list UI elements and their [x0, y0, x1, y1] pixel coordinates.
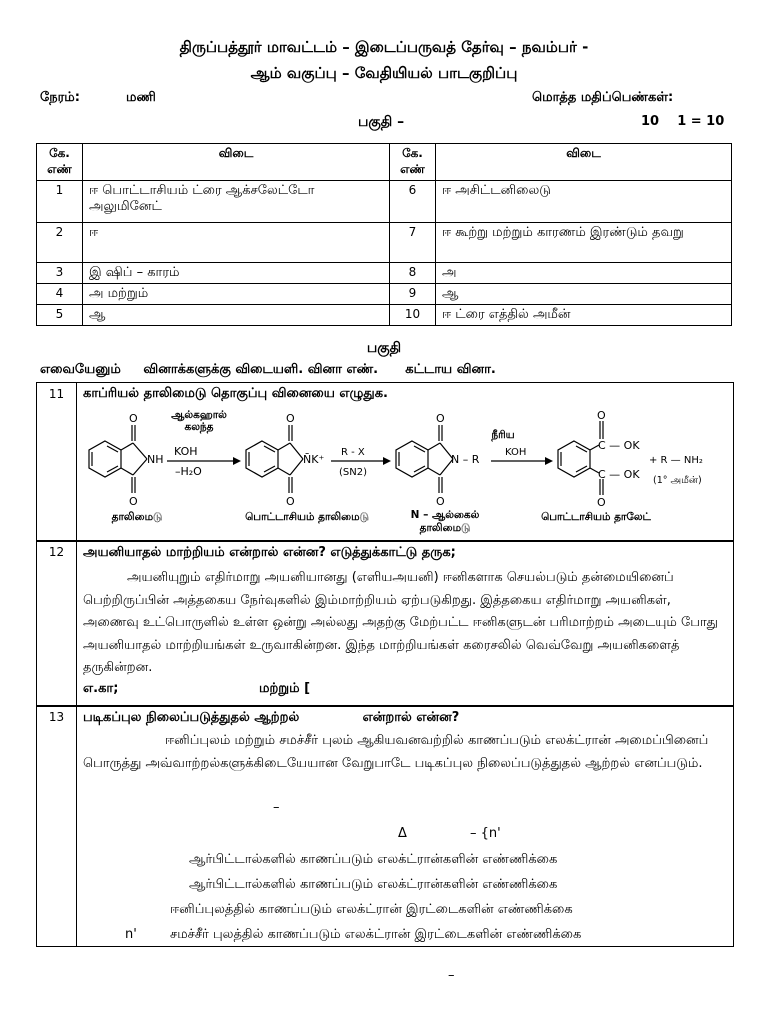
example-and: மற்றும் [: [259, 681, 311, 696]
nk-label: N̄K⁺: [303, 453, 325, 466]
definition-line-2: ஆர்பிட்டால்களில் காணப்படும் எலக்ட்ரான்களின் எண்ணிக்கை: [189, 877, 558, 892]
col-header-qno-2: கே. எண்: [390, 144, 436, 181]
part2-instruction: எவையேனும் வினாக்களுக்கு விடையளி. வினா எண். கட்டாய வினா.: [40, 362, 496, 377]
water-label: –H₂O: [175, 465, 202, 478]
exam-title: திருப்பத்தூர் மாவட்டம் – இடைப்பருவத் தேர்வு – நவம்பர் -: [179, 38, 589, 56]
answer-cell: ஈ பொட்டாசியம் ட்ரை ஆக்சலேட்டோ அலுமினேட்: [83, 181, 390, 223]
question-13-answer: ஈனிப்புலம் மற்றும் சமச்சீர் புலம் ஆகியவனவற்றில் காணப்படும் எலக்ட்ரான் அமைப்பினைப் பொருத்து அவ்வாற்றல்களுக்கிடையேயான வேறுபாடே படிகப்புல நிலைப்படுத்துதல் ஆற்றல் எனப்படும்.: [83, 733, 709, 771]
question-number: 12: [37, 541, 77, 706]
answer-cell: ஈ ட்ரை எத்தில் அமீன்: [436, 305, 732, 326]
oxygen-label: O: [286, 495, 295, 508]
nr-label: N – R: [451, 453, 480, 466]
question-number: 11: [37, 383, 77, 541]
oxygen-label: O: [436, 412, 445, 425]
phthalimide-label: தாலிமைடு: [111, 511, 163, 523]
answer-cell: ஈ கூற்று மற்றும் காரணம் இரண்டும் தவறு: [436, 223, 732, 263]
answer-table: [36, 143, 732, 326]
oxygen-label: O: [286, 412, 295, 425]
col-header-qno: கே. எண்: [37, 144, 83, 181]
exam-subtitle: ஆம் வகுப்பு – வேதியியல் பாடகுறிப்பு: [250, 64, 518, 82]
sn2-label: (SN2): [339, 467, 367, 478]
reagent-alcoholic: ஆல்கஹால் கலந்த: [171, 409, 227, 433]
answer-cell: ஆ: [436, 284, 732, 305]
n-alkyl-phthalimide-structure: [396, 425, 453, 493]
qno-cell: 9: [390, 284, 436, 305]
n-prime-symbol: n': [125, 927, 137, 942]
table-row: [37, 181, 732, 223]
question-11-box: [36, 382, 734, 542]
oxygen-label: O: [129, 495, 138, 508]
phthalimide-structure: [89, 425, 147, 493]
rx-label: R - X: [341, 447, 365, 458]
oxygen-label: O: [597, 409, 606, 422]
qno-cell: 1: [37, 181, 83, 223]
page-footer-dash: –: [448, 968, 455, 983]
reagent-aqueous: நீரிய: [491, 429, 515, 441]
potassium-phthalate-structure: [558, 421, 603, 495]
question-12-text: அயனியாதல் மாற்றியம் என்றால் என்ன? எடுத்துக்காட்டு தருக;: [83, 545, 456, 560]
answer-cell: ஈ: [83, 223, 390, 263]
definition-line-4: சமச்சீர் புலத்தில் காணப்படும் எலக்ட்ரான் இரட்டைகளின் எண்ணிக்கை: [170, 927, 582, 942]
col-header-answer-2: விடை: [436, 144, 732, 181]
table-row: [37, 284, 732, 305]
oxygen-label: O: [129, 412, 138, 425]
answer-cell: இ ஷிப் – காரம்: [83, 263, 390, 284]
question-13-box: [36, 705, 734, 947]
answer-cell: ஈ அசிட்டனிலைடு: [436, 181, 732, 223]
n-alkyl-phthalimide-label: N – ஆல்கைல் தாலிமைடு: [410, 509, 480, 534]
koh-label: KOH: [174, 445, 198, 458]
definition-line-1: ஆர்பிட்டால்களில் காணப்படும் எலக்ட்ரான்களின் எண்ணிக்கை: [189, 852, 558, 867]
qno-cell: 6: [390, 181, 436, 223]
part1-title: பகுதி –: [358, 114, 405, 130]
amine-label: + R — NH₂: [649, 455, 703, 466]
cfse-formula: – {n': [470, 826, 501, 841]
time-label: நேரம்:: [40, 90, 80, 105]
delta-symbol: Δ: [398, 826, 407, 841]
question-11-text: காப்ரியல் தாலிமைடு தொகுப்பு வினையை எழுதுக.: [83, 386, 388, 401]
nh-label: NH: [147, 453, 164, 466]
amine-note: (1° அமீன்): [653, 475, 702, 486]
question-12-box: [36, 540, 734, 707]
qno-cell: 3: [37, 263, 83, 284]
table-row: [37, 305, 732, 326]
qno-cell: 7: [390, 223, 436, 263]
oxygen-label: O: [436, 495, 445, 508]
question-number: 13: [37, 706, 77, 946]
koh2-label: KOH: [505, 447, 527, 458]
example-label: எ.கா;: [83, 681, 119, 696]
col-header-answer: விடை: [83, 144, 390, 181]
potassium-phthalate-label: பொட்டாசியம் தாலேட்: [541, 511, 651, 523]
question-12-answer: அயனியுறும் எதிர்மாறு அயனியானது (எளியஅயனி) ஈனிகளாக செயல்படும் தன்மையினைப் பெற்றிருப்பின் அத்தகைய நேர்வுகளில் இம்மாற்றியம் ஏற்படுகிறது. இத்தகைய எதிர்மாறு அயனிகள், அணைவு உட்பொருளில் உள்ள ஒன்று அல்லது அதற்கு மேற்பட்ட ஈனிகளுடன் பரிமாற்றம் அடையும் போது அயனியாதல் மாற்றியங்கள் உருவாகின்றன. இந்த மாற்றியங்கள் கரைசலில் வெவ்வேறு அயனிகளைத் தருகின்றன.: [83, 570, 718, 675]
time-unit: மணி: [126, 90, 156, 105]
question-13-text: படிகப்புல நிலைப்படுத்துதல் ஆற்றல் என்றால் என்ன?: [83, 710, 460, 725]
table-row: [37, 263, 732, 284]
answer-cell: அ: [436, 263, 732, 284]
part1-marks: 10 1 = 10: [641, 114, 725, 129]
ok-label: C — OK: [598, 468, 640, 481]
dash-mark: –: [273, 800, 280, 815]
answer-cell: அ மற்றும்: [83, 284, 390, 305]
ok-label: C — OK: [598, 439, 640, 452]
qno-cell: 10: [390, 305, 436, 326]
qno-cell: 8: [390, 263, 436, 284]
table-row: [37, 223, 732, 263]
qno-cell: 4: [37, 284, 83, 305]
definition-line-3: ஈனிப்புலத்தில் காணப்படும் எலக்ட்ரான் இரட்டைகளின் எண்ணிக்கை: [170, 902, 573, 917]
qno-cell: 2: [37, 223, 83, 263]
part2-title: பகுதி: [366, 340, 402, 356]
oxygen-label: O: [597, 496, 606, 509]
total-marks-label: மொத்த மதிப்பெண்கள்:: [532, 90, 674, 105]
answer-cell: ஆ: [83, 305, 390, 326]
table-header-row: [37, 144, 732, 181]
potassium-phthalimide-structure: [246, 425, 303, 493]
qno-cell: 5: [37, 305, 83, 326]
potassium-phthalimide-label: பொட்டாசியம் தாலிமைடு: [245, 511, 369, 523]
